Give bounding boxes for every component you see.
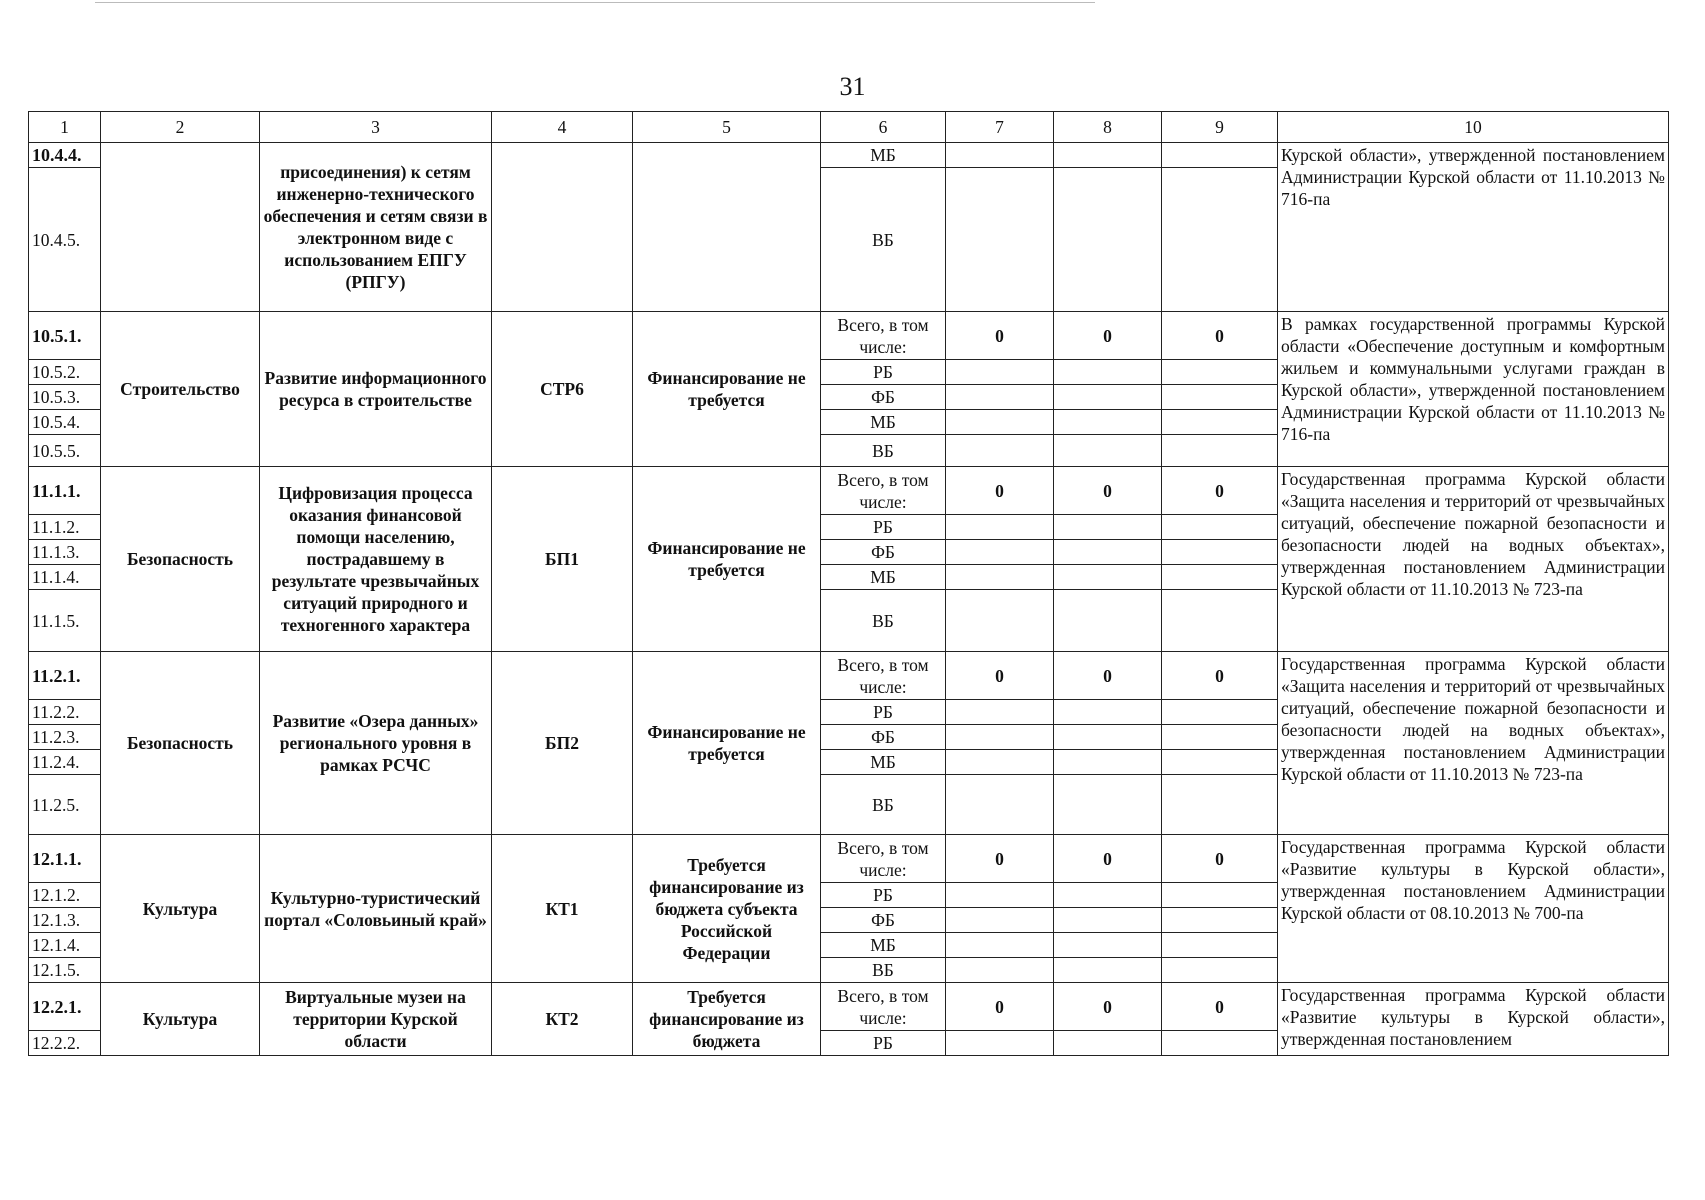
value-cell [1054, 883, 1162, 908]
value-cell [1054, 565, 1162, 590]
program-note-cell: Государственная программа Курской области «Защита населения и территорий от чрезвычайных ситуаций, обеспечение пожарной безопасности и безопасности людей на водных объектах», утвержденная постановлением Администрации Курской области от 11.10.2013 № 723-па [1278, 652, 1669, 835]
value-cell [1162, 168, 1278, 312]
table-row [29, 983, 1669, 1031]
code-cell: КТ1 [492, 835, 633, 983]
value-cell [1054, 435, 1162, 467]
code-cell: БП2 [492, 652, 633, 835]
header-cell: 7 [946, 112, 1054, 143]
table-row [29, 312, 1669, 360]
funding-source: Всего, в том числе: [821, 312, 946, 360]
funding-source: РБ [821, 360, 946, 385]
funding-source: РБ [821, 883, 946, 908]
value-cell [1054, 410, 1162, 435]
code-cell: КТ2 [492, 983, 633, 1056]
measure-name-cell: Виртуальные музеи на территории Курской области [260, 983, 492, 1056]
value-cell: 0 [1054, 467, 1162, 515]
value-cell: 0 [1162, 467, 1278, 515]
row-number: 10.5.4. [29, 410, 101, 435]
value-cell [1162, 385, 1278, 410]
sphere-cell: Культура [101, 983, 260, 1056]
funding-source: ФБ [821, 540, 946, 565]
value-cell [1054, 385, 1162, 410]
value-cell [1054, 725, 1162, 750]
header-row [29, 112, 1669, 143]
value-cell [946, 750, 1054, 775]
top-rule [95, 2, 1095, 3]
value-cell [1162, 435, 1278, 467]
row-number: 11.2.5. [29, 775, 101, 835]
value-cell [1054, 750, 1162, 775]
value-cell [946, 435, 1054, 467]
value-cell [946, 540, 1054, 565]
value-cell: 0 [1054, 835, 1162, 883]
header-cell: 3 [260, 112, 492, 143]
table-row [29, 652, 1669, 700]
program-note-cell: В рамках государственной программы Курской области «Обеспечение доступным и комфортным жильем и коммунальными услугами граждан в Курской области», утвержденной постановлением Администрации Курской области от 11.10.2013 № 716-па [1278, 312, 1669, 467]
sphere-cell: Строительство [101, 312, 260, 467]
row-number: 11.1.4. [29, 565, 101, 590]
financing-cell: Требуется финансирование из бюджета [633, 983, 821, 1056]
funding-source: ВБ [821, 958, 946, 983]
row-number: 12.2.2. [29, 1031, 101, 1056]
funding-source: Всего, в том числе: [821, 652, 946, 700]
funding-source: РБ [821, 1031, 946, 1056]
row-number: 10.4.5. [29, 168, 101, 312]
value-cell [1054, 590, 1162, 652]
table-row [29, 467, 1669, 515]
value-cell [1054, 1031, 1162, 1056]
value-cell [946, 515, 1054, 540]
funding-source: ФБ [821, 385, 946, 410]
sphere-cell: Культура [101, 835, 260, 983]
value-cell [946, 908, 1054, 933]
row-number: 11.1.5. [29, 590, 101, 652]
header-cell: 4 [492, 112, 633, 143]
program-table [28, 111, 1669, 1056]
value-cell [1054, 540, 1162, 565]
value-cell [946, 775, 1054, 835]
value-cell [946, 360, 1054, 385]
row-number: 12.1.3. [29, 908, 101, 933]
value-cell [946, 1031, 1054, 1056]
value-cell [1162, 883, 1278, 908]
program-note-cell: Государственная программа Курской области «Развитие культуры в Курской области», утвержденная постановлением [1278, 983, 1669, 1056]
measure-name-cell: Развитие информационного ресурса в строительстве [260, 312, 492, 467]
row-number: 10.5.5. [29, 435, 101, 467]
measure-name-cell: присоединения) к сетям инженерно-технического обеспечения и сетям связи в электронном виде с использованием ЕПГУ (РПГУ) [260, 143, 492, 312]
row-number: 11.2.2. [29, 700, 101, 725]
page-number: 31 [839, 72, 866, 101]
value-cell [1162, 540, 1278, 565]
value-cell [1054, 958, 1162, 983]
value-cell [946, 933, 1054, 958]
funding-source: Всего, в том числе: [821, 835, 946, 883]
value-cell [1162, 775, 1278, 835]
funding-source: МБ [821, 565, 946, 590]
row-number: 10.5.2. [29, 360, 101, 385]
value-cell [1162, 750, 1278, 775]
value-cell [946, 565, 1054, 590]
row-number: 12.2.1. [29, 983, 101, 1031]
funding-source: ВБ [821, 775, 946, 835]
value-cell [1162, 1031, 1278, 1056]
value-cell [946, 958, 1054, 983]
value-cell [1054, 908, 1162, 933]
header-cell: 5 [633, 112, 821, 143]
value-cell [946, 143, 1054, 168]
program-note-cell: Государственная программа Курской области «Развитие культуры в Курской области», утвержденная постановлением Администрации Курской области от 08.10.2013 № 700-па [1278, 835, 1669, 983]
row-number: 11.1.2. [29, 515, 101, 540]
financing-cell: Финансирование не требуется [633, 652, 821, 835]
row-number: 12.1.1. [29, 835, 101, 883]
row-number: 10.5.1. [29, 312, 101, 360]
row-number: 12.1.5. [29, 958, 101, 983]
funding-source: РБ [821, 700, 946, 725]
value-cell [1162, 958, 1278, 983]
value-cell [1054, 515, 1162, 540]
value-cell: 0 [1162, 312, 1278, 360]
funding-source: Всего, в том числе: [821, 983, 946, 1031]
header-cell: 2 [101, 112, 260, 143]
header-cell: 9 [1162, 112, 1278, 143]
header-cell: 8 [1054, 112, 1162, 143]
value-cell [946, 385, 1054, 410]
row-number: 11.2.1. [29, 652, 101, 700]
table-row [29, 143, 1669, 168]
code-cell [492, 143, 633, 312]
funding-source: Всего, в том числе: [821, 467, 946, 515]
value-cell [1162, 143, 1278, 168]
row-number: 12.1.2. [29, 883, 101, 908]
value-cell: 0 [946, 312, 1054, 360]
value-cell: 0 [1054, 652, 1162, 700]
value-cell [946, 725, 1054, 750]
funding-source: РБ [821, 515, 946, 540]
header-cell: 10 [1278, 112, 1669, 143]
value-cell [1162, 590, 1278, 652]
value-cell [1054, 700, 1162, 725]
row-number: 12.1.4. [29, 933, 101, 958]
value-cell [946, 590, 1054, 652]
table-row [29, 835, 1669, 883]
funding-source: МБ [821, 410, 946, 435]
value-cell [1054, 168, 1162, 312]
row-number: 11.2.4. [29, 750, 101, 775]
row-number: 10.5.3. [29, 385, 101, 410]
value-cell: 0 [946, 467, 1054, 515]
value-cell: 0 [1162, 652, 1278, 700]
value-cell [1054, 775, 1162, 835]
row-number: 11.1.1. [29, 467, 101, 515]
value-cell [1162, 515, 1278, 540]
value-cell [946, 410, 1054, 435]
value-cell: 0 [946, 835, 1054, 883]
value-cell: 0 [946, 652, 1054, 700]
row-number: 11.1.3. [29, 540, 101, 565]
value-cell [1162, 565, 1278, 590]
program-note-cell: Курской области», утвержденной постановлением Администрации Курской области от 11.10.2013 № 716-па [1278, 143, 1669, 312]
value-cell [1162, 700, 1278, 725]
value-cell: 0 [946, 983, 1054, 1031]
code-cell: БП1 [492, 467, 633, 652]
value-cell [1162, 908, 1278, 933]
value-cell [1054, 143, 1162, 168]
value-cell [1162, 725, 1278, 750]
financing-cell: Финансирование не требуется [633, 467, 821, 652]
financing-cell [633, 143, 821, 312]
funding-source: МБ [821, 750, 946, 775]
funding-source: МБ [821, 143, 946, 168]
sphere-cell [101, 143, 260, 312]
value-cell: 0 [1162, 835, 1278, 883]
financing-cell: Финансирование не требуется [633, 312, 821, 467]
financing-cell: Требуется финансирование из бюджета субъекта Российской Федерации [633, 835, 821, 983]
measure-name-cell: Цифровизация процесса оказания финансовой помощи населению, пострадавшему в результате чрезвычайных ситуаций природного и техногенного характера [260, 467, 492, 652]
funding-source: ФБ [821, 725, 946, 750]
funding-source: ВБ [821, 590, 946, 652]
row-number: 10.4.4. [29, 143, 101, 168]
funding-source: МБ [821, 933, 946, 958]
funding-source: ФБ [821, 908, 946, 933]
header-cell: 6 [821, 112, 946, 143]
value-cell [1162, 933, 1278, 958]
value-cell [1162, 360, 1278, 385]
value-cell [946, 883, 1054, 908]
value-cell [1054, 360, 1162, 385]
value-cell [1054, 933, 1162, 958]
funding-source: ВБ [821, 435, 946, 467]
sphere-cell: Безопасность [101, 652, 260, 835]
measure-name-cell: Культурно-туристический портал «Соловьиный край» [260, 835, 492, 983]
program-note-cell: Государственная программа Курской области «Защита населения и территорий от чрезвычайных ситуаций, обеспечение пожарной безопасности и безопасности людей на водных объектах», утвержденная постановлением Администрации Курской области от 11.10.2013 № 723-па [1278, 467, 1669, 652]
value-cell: 0 [1054, 983, 1162, 1031]
funding-source: ВБ [821, 168, 946, 312]
sphere-cell: Безопасность [101, 467, 260, 652]
row-number: 11.2.3. [29, 725, 101, 750]
value-cell: 0 [1162, 983, 1278, 1031]
measure-name-cell: Развитие «Озера данных» регионального уровня в рамках РСЧС [260, 652, 492, 835]
value-cell [946, 700, 1054, 725]
value-cell: 0 [1054, 312, 1162, 360]
value-cell [1162, 410, 1278, 435]
value-cell [946, 168, 1054, 312]
code-cell: СТР6 [492, 312, 633, 467]
header-cell: 1 [29, 112, 101, 143]
